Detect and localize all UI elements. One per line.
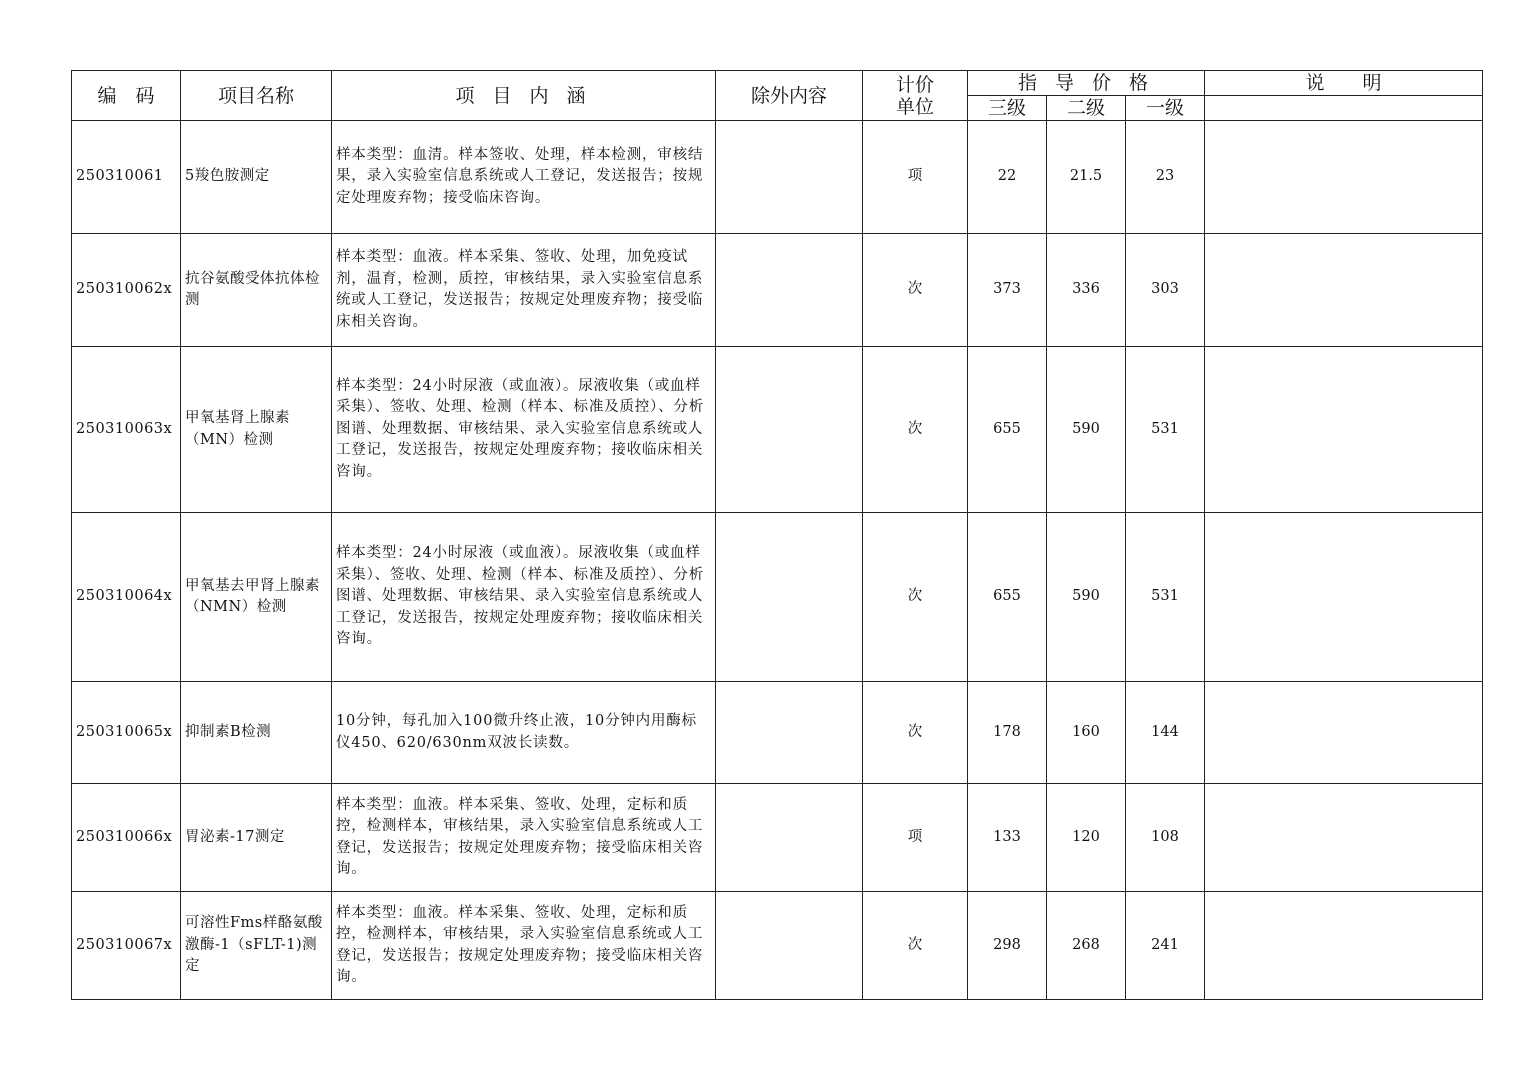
table-row — [72, 347, 1483, 513]
cell-name: 甲氧基去甲肾上腺素（NMN）检测 — [181, 513, 332, 682]
cell-notes — [1205, 682, 1483, 784]
table-row — [72, 513, 1483, 682]
cell-name: 胃泌素-17测定 — [181, 784, 332, 892]
cell-excluded — [716, 347, 863, 513]
cell-name: 可溶性Fms样酪氨酸激酶-1（sFLT-1)测定 — [181, 892, 332, 1000]
cell-excluded — [716, 121, 863, 234]
cell-unit: 项 — [863, 121, 968, 234]
cell-level1: 303 — [1126, 234, 1205, 347]
cell-level3: 22 — [968, 121, 1047, 234]
cell-content: 样本类型：血液。样本采集、签收、处理，定标和质控，检测样本，审核结果，录入实验室信息系统或人工登记，发送报告；按规定处理废弃物；接受临床相关咨询。 — [332, 892, 716, 1000]
table-row — [72, 121, 1483, 234]
cell-name: 甲氧基肾上腺素（MN）检测 — [181, 347, 332, 513]
cell-level3: 655 — [968, 513, 1047, 682]
cell-unit: 次 — [863, 682, 968, 784]
header-level2: 二级 — [1047, 96, 1126, 121]
price-table — [71, 70, 1483, 1000]
cell-content: 样本类型：血液。样本采集、签收、处理，加免疫试剂，温育，检测，质控，审核结果，录入实验室信息系统或人工登记，发送报告；按规定处理废弃物；接受临床相关咨询。 — [332, 234, 716, 347]
cell-level1: 531 — [1126, 513, 1205, 682]
cell-notes — [1205, 784, 1483, 892]
cell-level2: 160 — [1047, 682, 1126, 784]
cell-name: 5羧色胺测定 — [181, 121, 332, 234]
header-notes: 说 明 — [1205, 71, 1483, 96]
cell-code: 250310067x — [72, 892, 181, 1000]
cell-name: 抑制素B检测 — [181, 682, 332, 784]
cell-level1: 241 — [1126, 892, 1205, 1000]
cell-unit: 项 — [863, 784, 968, 892]
cell-excluded — [716, 892, 863, 1000]
cell-code: 250310066x — [72, 784, 181, 892]
cell-notes — [1205, 234, 1483, 347]
cell-content: 样本类型：24小时尿液（或血液）。尿液收集（或血样采集）、签收、处理、检测（样本、标准及质控）、分析图谱、处理数据、审核结果、录入实验室信息系统或人工登记，发送报告，按规定处理废弃物；接收临床相关咨询。 — [332, 347, 716, 513]
cell-level2: 268 — [1047, 892, 1126, 1000]
cell-code: 250310065x — [72, 682, 181, 784]
table-row — [72, 892, 1483, 1000]
header-notes-sub — [1205, 96, 1483, 121]
header-excluded: 除外内容 — [716, 71, 863, 121]
cell-notes — [1205, 121, 1483, 234]
cell-level1: 144 — [1126, 682, 1205, 784]
cell-content: 样本类型：血清。样本签收、处理，样本检测，审核结果，录入实验室信息系统或人工登记，发送报告；按规定处理废弃物；接受临床咨询。 — [332, 121, 716, 234]
cell-level1: 23 — [1126, 121, 1205, 234]
cell-unit: 次 — [863, 347, 968, 513]
cell-level2: 590 — [1047, 513, 1126, 682]
cell-excluded — [716, 784, 863, 892]
cell-level3: 298 — [968, 892, 1047, 1000]
header-name: 项目名称 — [181, 71, 332, 121]
cell-name: 抗谷氨酸受体抗体检测 — [181, 234, 332, 347]
cell-level1: 108 — [1126, 784, 1205, 892]
header-unit — [863, 71, 968, 121]
cell-excluded — [716, 234, 863, 347]
cell-notes — [1205, 347, 1483, 513]
header-content: 项 目 内 涵 — [332, 71, 716, 121]
cell-level2: 590 — [1047, 347, 1126, 513]
header-unit-line2: 单位 — [895, 95, 934, 118]
header-level3: 三级 — [968, 96, 1047, 121]
cell-notes — [1205, 513, 1483, 682]
cell-code: 250310064x — [72, 513, 181, 682]
cell-code: 250310061 — [72, 121, 181, 234]
header-price-group: 指 导 价 格 — [968, 71, 1205, 96]
cell-level3: 133 — [968, 784, 1047, 892]
cell-level3: 178 — [968, 682, 1047, 784]
cell-notes — [1205, 892, 1483, 1000]
cell-level2: 21.5 — [1047, 121, 1126, 234]
header-unit-line1: 计价 — [895, 73, 934, 96]
cell-unit: 次 — [863, 513, 968, 682]
cell-excluded — [716, 513, 863, 682]
table-row — [72, 784, 1483, 892]
header-code: 编 码 — [72, 71, 181, 121]
cell-content: 样本类型：24小时尿液（或血液）。尿液收集（或血样采集）、签收、处理、检测（样本、标准及质控）、分析图谱、处理数据、审核结果、录入实验室信息系统或人工登记，发送报告，按规定处理废弃物；接收临床相关咨询。 — [332, 513, 716, 682]
cell-level2: 120 — [1047, 784, 1126, 892]
cell-unit: 次 — [863, 892, 968, 1000]
cell-level3: 373 — [968, 234, 1047, 347]
header-level1: 一级 — [1126, 96, 1205, 121]
table-header — [72, 71, 1483, 121]
cell-code: 250310063x — [72, 347, 181, 513]
cell-level1: 531 — [1126, 347, 1205, 513]
cell-content: 样本类型：血液。样本采集、签收、处理，定标和质控，检测样本，审核结果，录入实验室信息系统或人工登记，发送报告；按规定处理废弃物；接受临床相关咨询。 — [332, 784, 716, 892]
cell-unit: 次 — [863, 234, 968, 347]
cell-code: 250310062x — [72, 234, 181, 347]
cell-excluded — [716, 682, 863, 784]
table-row — [72, 234, 1483, 347]
cell-level3: 655 — [968, 347, 1047, 513]
cell-content: 10分钟，每孔加入100微升终止液，10分钟内用酶标仪450、620/630nm双波长读数。 — [332, 682, 716, 784]
table-row — [72, 682, 1483, 784]
table-body — [72, 121, 1483, 1000]
cell-level2: 336 — [1047, 234, 1126, 347]
